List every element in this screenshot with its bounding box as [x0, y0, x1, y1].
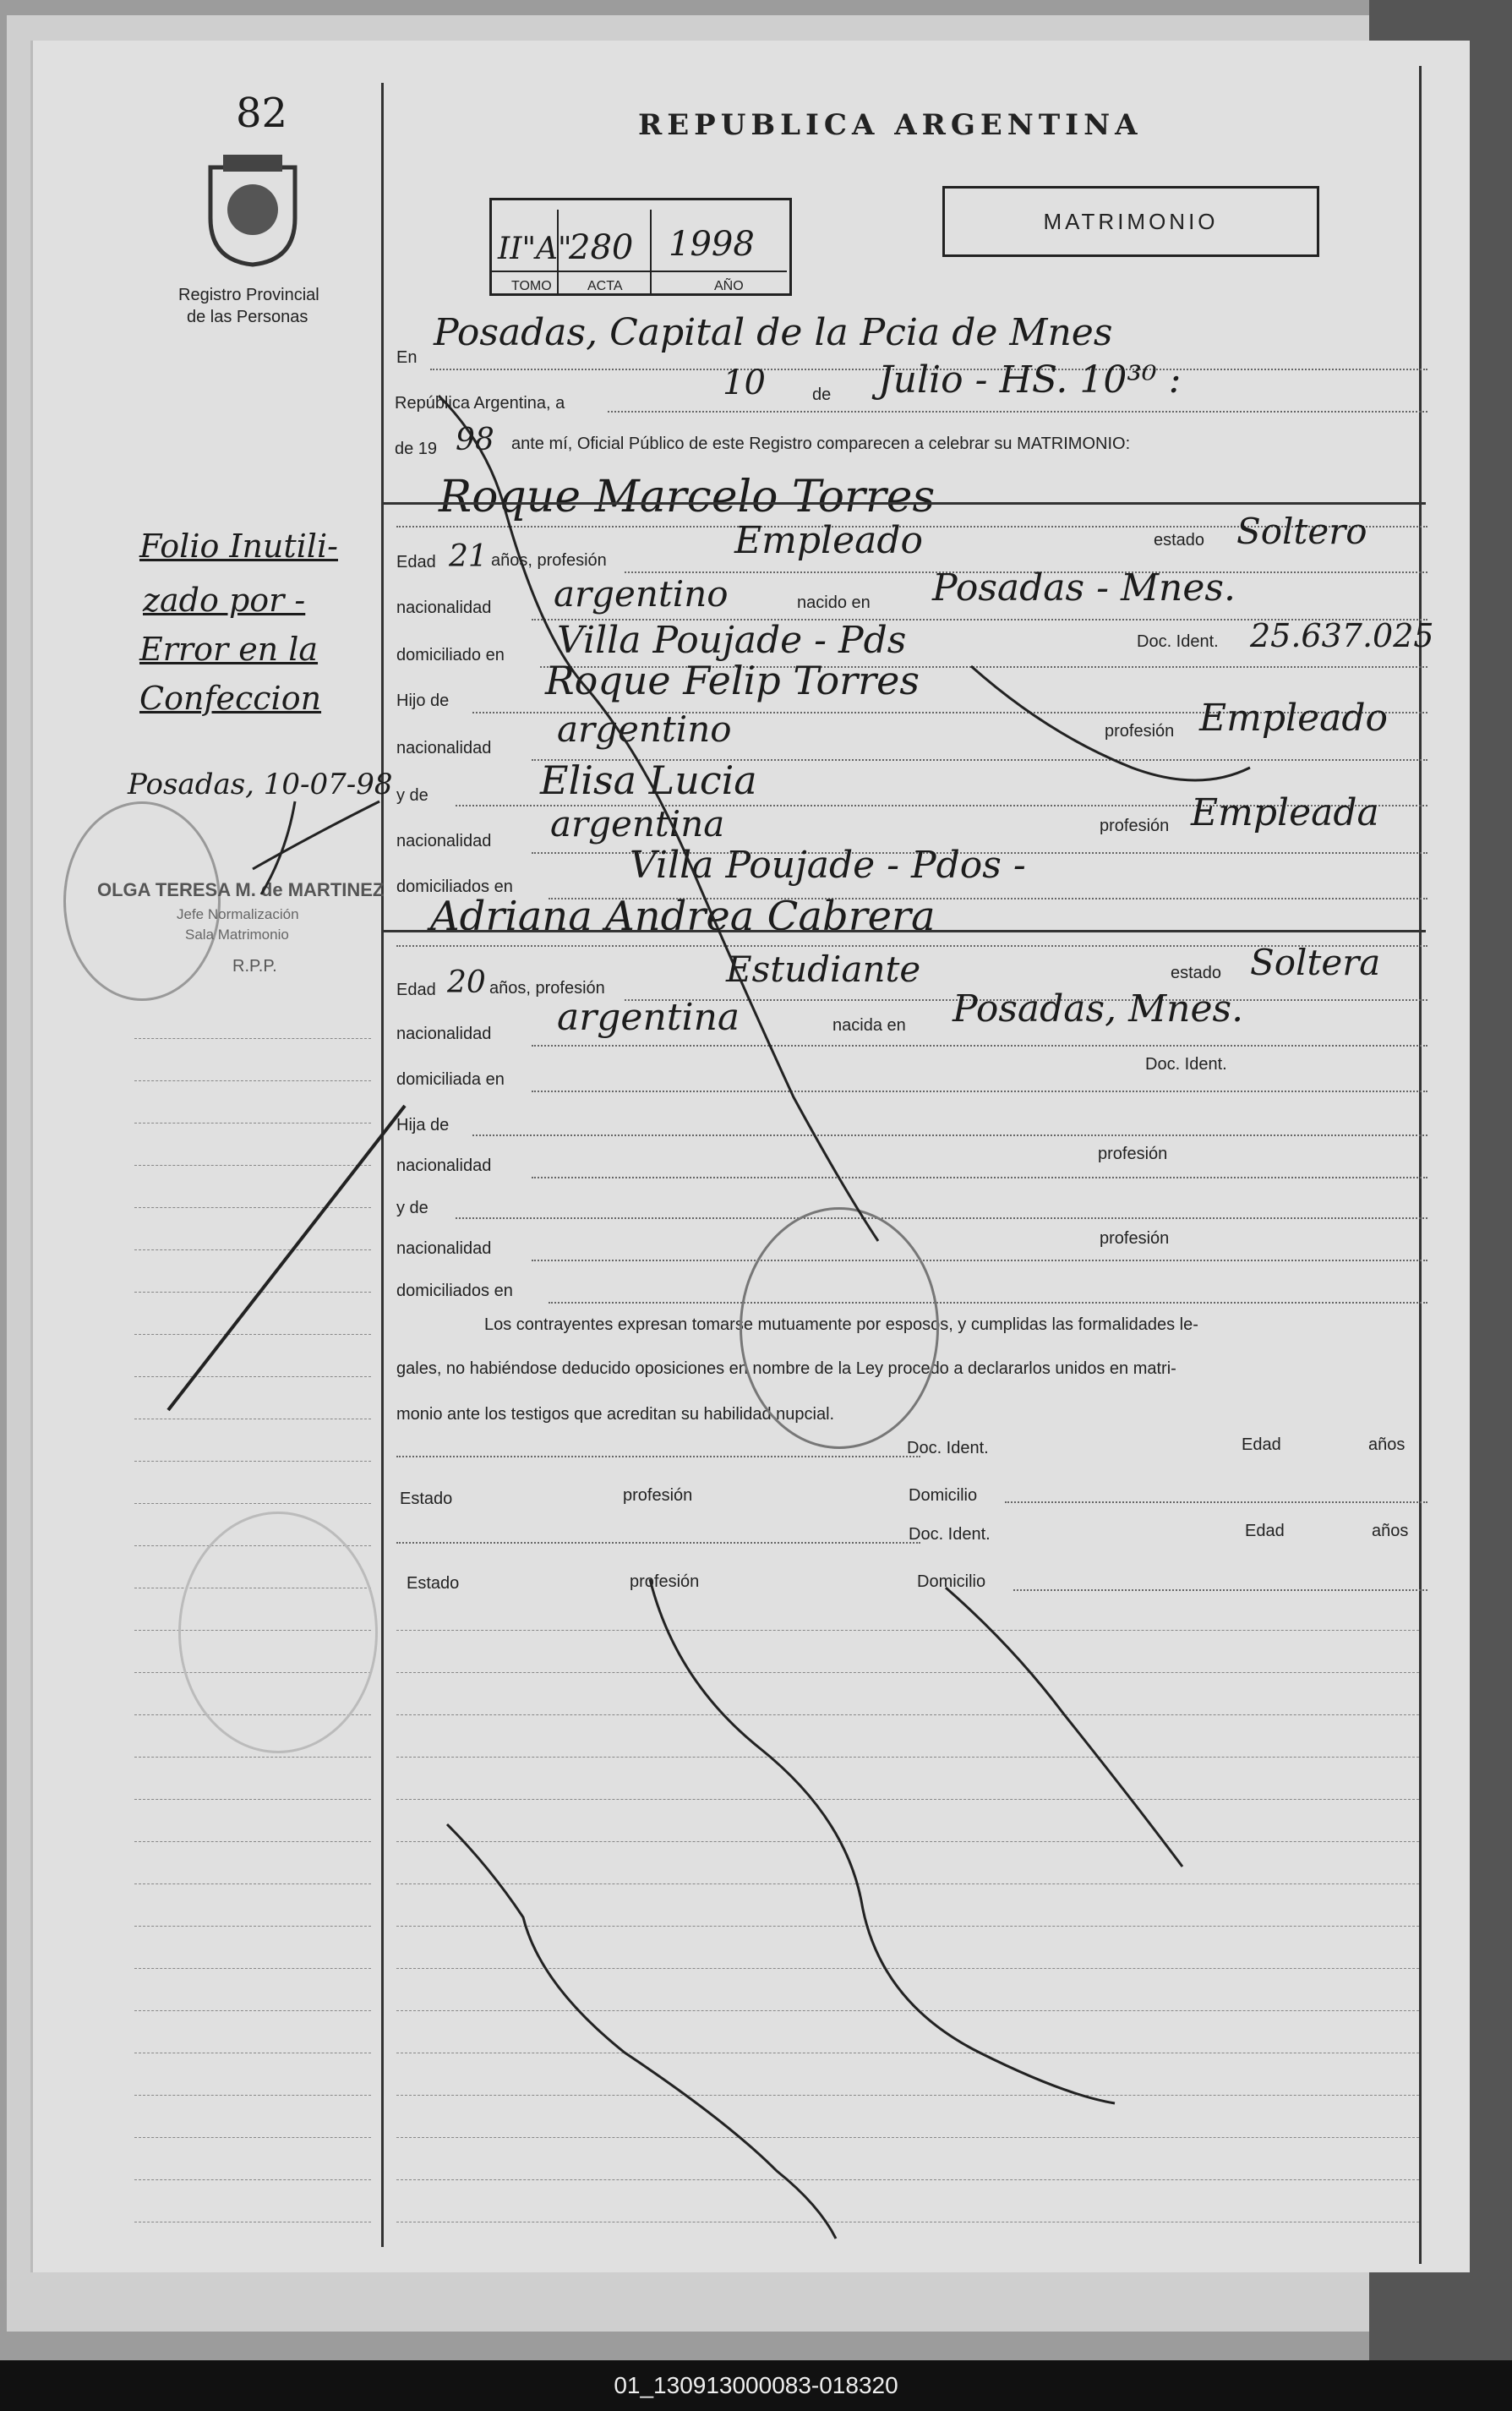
stamp-role-1: Jefe Normalización: [177, 906, 299, 922]
bride-edad-value: 20: [447, 965, 486, 1000]
groom-anos-profesion-label: años, profesión: [491, 551, 607, 570]
tomo-label: TOMO: [511, 279, 552, 293]
mother-name: Elisa Lucia: [540, 757, 757, 803]
witness1-edad-label: Edad: [1242, 1435, 1281, 1454]
declaration-line-3: monio ante los testigos que acreditan su habilidad nupcial.: [396, 1405, 835, 1424]
bride-doc-label: Doc. Ident.: [1145, 1055, 1227, 1074]
father-name: Roque Felip Torres: [545, 658, 920, 703]
groom-domiciliado-value: Villa Poujade - Pds: [557, 619, 907, 662]
witness2-doc-label: Doc. Ident.: [909, 1525, 991, 1544]
year-value: 98: [456, 423, 494, 457]
registry-line-2: de las Personas: [187, 308, 308, 326]
bride-nacida-label: nacida en: [832, 1016, 906, 1035]
margin-note-line-1: Folio Inutili-: [139, 528, 338, 565]
bride-domiciliada-label: domiciliada en: [396, 1070, 505, 1089]
groom-profesion-value: Empleado: [734, 519, 924, 562]
witness1-estado-label: Estado: [400, 1490, 453, 1508]
groom-domiciliado-label: domiciliado en: [396, 646, 505, 664]
day-value: 10: [723, 364, 766, 402]
bride-prof1-label: profesión: [1098, 1145, 1168, 1163]
bride-nacida-value: Posadas, Mnes.: [953, 987, 1244, 1031]
groom-estado-label: estado: [1154, 531, 1205, 549]
groom-nacido-value: Posadas - Mnes.: [932, 566, 1236, 610]
bride-nac2-label: nacionalidad: [396, 1239, 492, 1258]
acta-label: ACTA: [587, 279, 623, 293]
declaration-line-2: gales, no habiéndose deducido oposiciones en nombre de la Ley procedo a declararlos unidos en matri-: [396, 1359, 1176, 1378]
bride-nacionalidad-label: nacionalidad: [396, 1025, 492, 1043]
record-type-label: MATRIMONIO: [1043, 209, 1219, 234]
groom-domiciliados-label: domiciliados en: [396, 877, 513, 896]
bride-edad-label: Edad: [396, 981, 436, 999]
witness2-domicilio-label: Domicilio: [917, 1572, 986, 1591]
witness1-anos-label: años: [1368, 1435, 1406, 1454]
father-profesion-label: profesión: [1105, 722, 1175, 741]
cancellation-strokes: [33, 41, 1470, 2272]
bride-name: Adriana Andrea Cabrera: [430, 893, 936, 940]
bride-profesion-value: Estudiante: [726, 949, 921, 990]
witness2-estado-label: Estado: [407, 1574, 460, 1593]
father-profesion-value: Empleado: [1199, 697, 1389, 740]
en-label: En: [396, 348, 418, 367]
groom-edad-value: 21: [449, 539, 488, 574]
acta-value: 280: [569, 228, 634, 267]
registry-line-1: Registro Provincial: [178, 286, 319, 304]
de-year-label: de 19: [395, 440, 438, 458]
mother-nacionalidad-value: argentina: [550, 803, 725, 845]
page-number: 82: [236, 90, 288, 137]
bride-prof2-label: profesión: [1100, 1229, 1170, 1248]
margin-note-date: Posadas, 10-07-98: [128, 768, 393, 801]
bride-domiciliados-label: domiciliados en: [396, 1282, 513, 1300]
certificate-page: [30, 41, 1470, 2272]
witness1-doc-label: Doc. Ident.: [907, 1439, 989, 1457]
declaration-line-1: Los contrayentes expresan tomarse mutuamente por esposos, y cumplidas las formalidades le-: [484, 1315, 1198, 1334]
groom-nacionalidad-value: argentino: [554, 573, 729, 615]
groom-nacionalidad-label: nacionalidad: [396, 599, 492, 617]
ano-value: 1998: [669, 225, 755, 264]
groom-doc-value: 25.637.025: [1250, 617, 1434, 654]
bride-estado-value: Soltera: [1250, 942, 1381, 983]
bride-nacionalidad-value: argentina: [557, 996, 740, 1039]
father-nacionalidad-value: argentino: [557, 708, 732, 750]
mother-profesion-value: Empleada: [1191, 791, 1379, 834]
groom-doc-label: Doc. Ident.: [1137, 632, 1219, 651]
witness1-domicilio-label: Domicilio: [909, 1486, 978, 1505]
margin-note-line-2: zado por -: [143, 582, 306, 619]
ano-label: AÑO: [714, 279, 744, 293]
stamp-role-2: Sala Matrimonio: [185, 927, 289, 943]
bride-anos-profesion-label: años, profesión: [489, 979, 605, 998]
groom-hijo-label: Hijo de: [396, 692, 450, 710]
witness2-edad-label: Edad: [1245, 1522, 1285, 1540]
witness2-anos-label: años: [1372, 1522, 1409, 1540]
republica-label: República Argentina, a: [395, 394, 565, 413]
groom-domiciliados-value: Villa Poujade - Pdos -: [630, 844, 1026, 887]
stamp-name: OLGA TERESA M. de MARTINEZ: [97, 879, 385, 900]
margin-note-line-4: Confeccion: [139, 680, 322, 717]
bride-nac1-label: nacionalidad: [396, 1156, 492, 1175]
image-id-caption: 01_130913000083-018320: [0, 2360, 1512, 2411]
oficial-text: ante mí, Oficial Público de este Registro comparecen a celebrar su MATRIMONIO:: [511, 435, 1131, 453]
bride-hija-label: Hija de: [396, 1116, 450, 1134]
groom-estado-value: Soltero: [1236, 511, 1367, 552]
groom-edad-label: Edad: [396, 553, 436, 571]
witness2-profesion-label: profesión: [630, 1572, 700, 1591]
tomo-value: II"A": [498, 232, 572, 266]
margin-note-line-3: Error en la: [139, 631, 319, 668]
de-label: de: [812, 385, 832, 404]
groom-yde-label: y de: [396, 786, 428, 805]
bride-yde-label: y de: [396, 1199, 428, 1217]
stamp-org: R.P.P.: [232, 957, 277, 976]
groom-nacido-label: nacido en: [797, 593, 871, 612]
groom-name: Roque Marcelo Torres: [439, 472, 936, 522]
country-title: REPUBLICA ARGENTINA: [638, 108, 1143, 142]
month-value: Julio - HS. 10³⁰ :: [878, 358, 1182, 402]
mother-nacionalidad-label: nacionalidad: [396, 832, 492, 850]
father-nacionalidad-label: nacionalidad: [396, 739, 492, 757]
bride-estado-label: estado: [1171, 964, 1222, 982]
witness1-profesion-label: profesión: [623, 1486, 693, 1505]
mother-profesion-label: profesión: [1100, 817, 1170, 835]
place-value: Posadas, Capital de la Pcia de Mnes: [434, 311, 1113, 354]
